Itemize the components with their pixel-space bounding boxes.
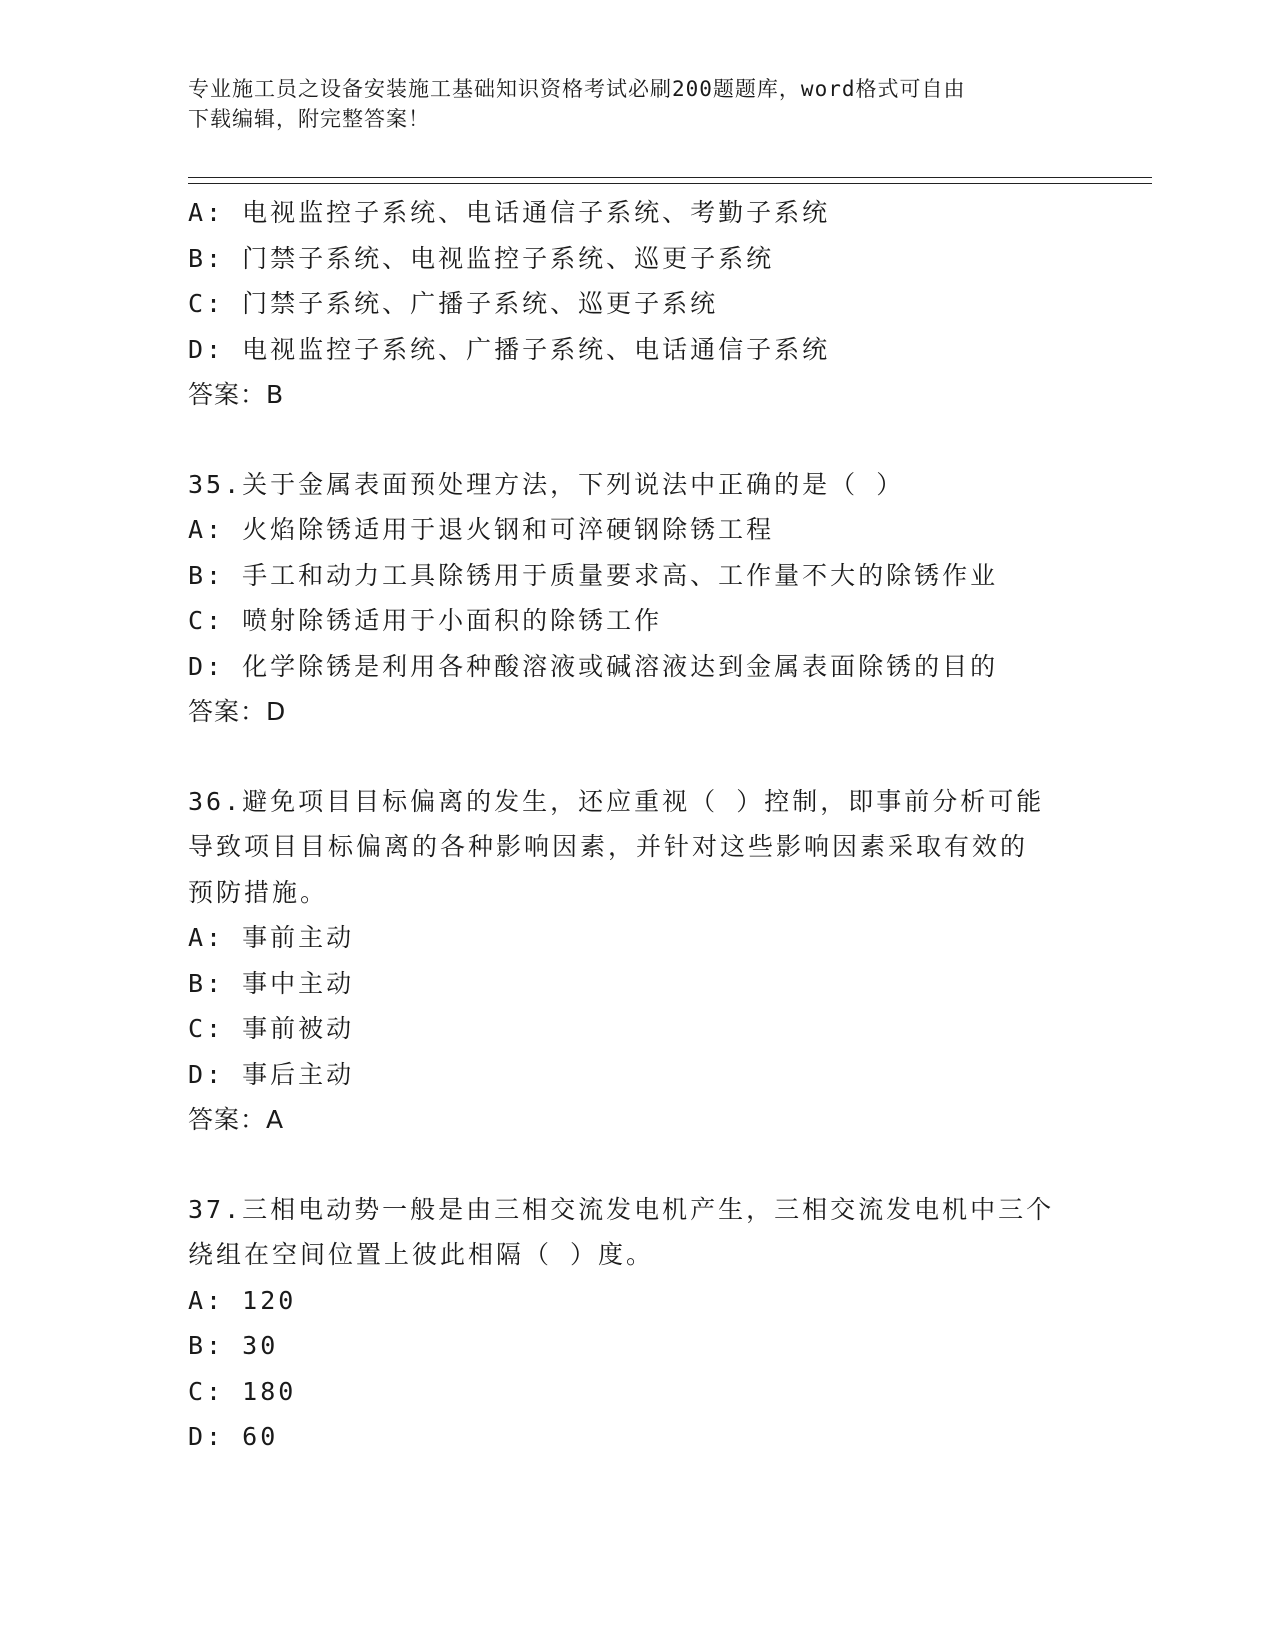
answer-label: 答案：A (188, 1105, 285, 1134)
question-stem: 37.三相电动势一般是由三相交流发电机产生，三相交流发电机中三个 (188, 1194, 1055, 1224)
header-divider-bottom (188, 183, 1152, 184)
question-stem: 36.避免项目目标偏离的发生，还应重视（ ）控制，即事前分析可能 (188, 786, 1045, 816)
answer-label: 答案：D (188, 697, 287, 726)
option-b: B: 30 (188, 1331, 279, 1360)
spacer (188, 418, 1088, 462)
option-c: C: 门禁子系统、广播子系统、巡更子系统 (188, 289, 719, 318)
option-c: C: 事前被动 (188, 1014, 355, 1043)
option-a: A: 火焰除锈适用于退火钢和可淬硬钢除锈工程 (188, 515, 775, 544)
option-b: B: 事中主动 (188, 968, 355, 998)
spacer (188, 735, 1088, 779)
question-35 (188, 462, 1088, 735)
question-stem: 35.关于金属表面预处理方法，下列说法中正确的是（ ） (188, 469, 905, 499)
answer-label: 答案：B (188, 380, 285, 409)
question-34 (188, 190, 1088, 418)
option-a: A: 事前主动 (188, 923, 355, 952)
header-line-1: 专业施工员之设备安装施工基础知识资格考试必刷200题题库，word格式可自由 (188, 77, 966, 101)
option-b: B: 手工和动力工具除锈用于质量要求高、工作量不大的除锈作业 (188, 560, 999, 590)
option-c: C: 喷射除锈适用于小面积的除锈工作 (188, 606, 663, 635)
question-36 (188, 779, 1088, 1143)
header-divider-top (188, 177, 1152, 178)
option-d: D: 化学除锈是利用各种酸溶液或碱溶液达到金属表面除锈的目的 (188, 651, 999, 681)
header-line-2: 下载编辑，附完整答案！ (188, 107, 430, 131)
option-b: B: 门禁子系统、电视监控子系统、巡更子系统 (188, 243, 775, 273)
document-header (188, 74, 1088, 134)
option-c: C: 180 (188, 1376, 297, 1406)
spacer (188, 1143, 1088, 1187)
question-37 (188, 1187, 1088, 1460)
option-d: D: 事后主动 (188, 1059, 355, 1089)
question-stem: 绕组在空间位置上彼此相隔（ ）度。 (188, 1240, 655, 1269)
option-d: D: 60 (188, 1422, 279, 1451)
question-list (188, 190, 1088, 1460)
question-stem: 导致项目目标偏离的各种影响因素，并针对这些影响因素采取有效的 (188, 832, 1029, 861)
option-a: A: 电视监控子系统、电话通信子系统、考勤子系统 (188, 198, 831, 227)
option-a: A: 120 (188, 1285, 297, 1315)
question-stem: 预防措施。 (188, 877, 329, 907)
option-d: D: 电视监控子系统、广播子系统、电话通信子系统 (188, 334, 831, 364)
